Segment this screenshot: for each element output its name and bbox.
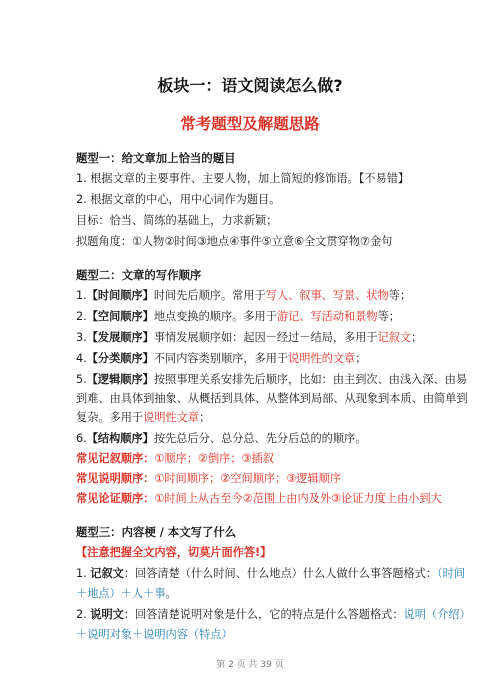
item-text: 按先总后分、总分总、先分后总的的顺序。	[153, 432, 367, 445]
common-text: ①顺序；②倒序；③插叙	[154, 452, 274, 465]
item-text: 时间先后顺序。常用于	[153, 289, 266, 302]
q2-item-5-cont-1: 到难、由具体到抽象、从概括到具体、从整体到局部、从现象到本质、由简单到	[76, 392, 468, 405]
item-format: ＋地点）＋人＋事	[76, 587, 166, 600]
item-number: 1.	[76, 567, 87, 580]
item-tag: 【发展顺序】	[86, 331, 154, 344]
item-end: 等；	[377, 310, 400, 323]
common-text: ①时间顺序；②空间顺序；③逻辑顺序	[154, 472, 342, 485]
item-number: 4.	[76, 352, 87, 365]
item-number: 6.	[76, 432, 87, 445]
item-end: ；	[355, 352, 367, 365]
item-tag: 【空间顺序】	[86, 310, 154, 323]
item-number: 3.	[76, 331, 87, 344]
item-tag: 【时间顺序】	[86, 289, 154, 302]
item-text: 不同内容类别顺序，多用于	[153, 352, 289, 365]
item-tag: 说明文	[90, 608, 124, 621]
q3-item-1-cont	[76, 587, 177, 601]
item-highlight: 说明性的文章	[288, 352, 356, 365]
page-footer: 第 2 页 共 39 页	[216, 660, 284, 670]
q2-item-5-cont-2	[76, 411, 210, 425]
q1-line-2: 2. 根据文章的中心，用中心词作为题目。	[76, 193, 281, 206]
section-heading-q1: 题型一：给文章加上恰当的题目	[76, 151, 236, 165]
page-subtitle: 常考题型及解题思路	[180, 115, 320, 133]
item-end: 。	[165, 587, 177, 600]
page-title: 板块一：语文阅读怎么做?	[157, 76, 343, 95]
q1-line-4: 拟题角度：①人物②时间③地点④事件⑤立意⑥全文贯穿物⑦金句	[76, 235, 393, 248]
q2-common-argument-order	[76, 492, 442, 506]
section-heading-q2: 题型二：文章的写作顺序	[76, 268, 202, 282]
q3-item-2	[76, 608, 471, 622]
item-number: 2.	[76, 310, 87, 323]
q2-item-2	[76, 310, 400, 324]
common-label: 常见说明顺序：	[76, 472, 155, 485]
item-end: 等；	[388, 289, 412, 302]
item-tag: 【结构顺序】	[86, 432, 154, 445]
common-label: 常见论证顺序：	[76, 492, 155, 505]
q3-note: 【注意把握全文内容，切莫片面作答!】	[76, 546, 272, 559]
q2-item-3	[76, 331, 422, 345]
q3-item-1	[76, 567, 465, 581]
item-format: （时间	[437, 567, 466, 580]
item-text: 按照事理关系安排先后顺序，比如：由主到次、由浅入深、由易	[153, 373, 468, 386]
q2-item-6	[76, 432, 366, 446]
item-format: 说明（介绍）	[403, 608, 471, 621]
q2-item-5	[76, 373, 467, 387]
item-text: ：回答清楚说明对象是什么，它的特点是什么答题格式：	[123, 608, 404, 621]
item-tag: 记叙文	[90, 567, 124, 580]
item-text: ：回答清楚（什么时间、什么地点）什么人做什么事答题格式：	[123, 567, 438, 580]
item-number: 2.	[76, 608, 87, 621]
item-tag: 【逻辑顺序】	[86, 373, 154, 386]
item-text: 复杂。多用于	[76, 411, 144, 424]
item-highlight: 游记、写活动和景物	[276, 310, 378, 323]
item-text: 事情发展顺序如：起因－经过－结局，多用于	[153, 331, 378, 344]
item-end: ；	[411, 331, 423, 344]
item-number: 5.	[76, 373, 87, 386]
item-highlight: 说明性文章	[143, 411, 200, 424]
q2-item-4	[76, 352, 366, 366]
item-highlight: 记叙文	[377, 331, 412, 344]
q3-item-2-cont	[76, 628, 233, 642]
q2-item-1	[76, 289, 411, 303]
item-end: ；	[199, 411, 211, 424]
item-tag: 【分类顺序】	[86, 352, 154, 365]
item-format: ＋说明对象＋说明内容（特点）	[76, 628, 233, 641]
q1-line-3: 目标：恰当、简练的基础上，力求新颖；	[76, 214, 278, 227]
q2-common-expository-order	[76, 472, 341, 486]
item-highlight: 写人、叙事、写景、状物	[265, 289, 389, 302]
item-number: 1.	[76, 289, 87, 302]
common-label: 常见记叙顺序：	[76, 452, 155, 465]
common-text: ①时间上从古至今②范围上由内及外③论证力度上由小到大	[154, 492, 442, 505]
item-text: 地点变换的顺序。多用于	[153, 310, 277, 323]
q2-common-narrative-order	[76, 452, 274, 466]
section-heading-q3: 题型三：内容梗 / 本文写了什么	[76, 525, 237, 539]
q1-line-1: 1. 根据文章的主要事件、主要人物，加上简短的修饰语。【不易错】	[76, 172, 410, 185]
